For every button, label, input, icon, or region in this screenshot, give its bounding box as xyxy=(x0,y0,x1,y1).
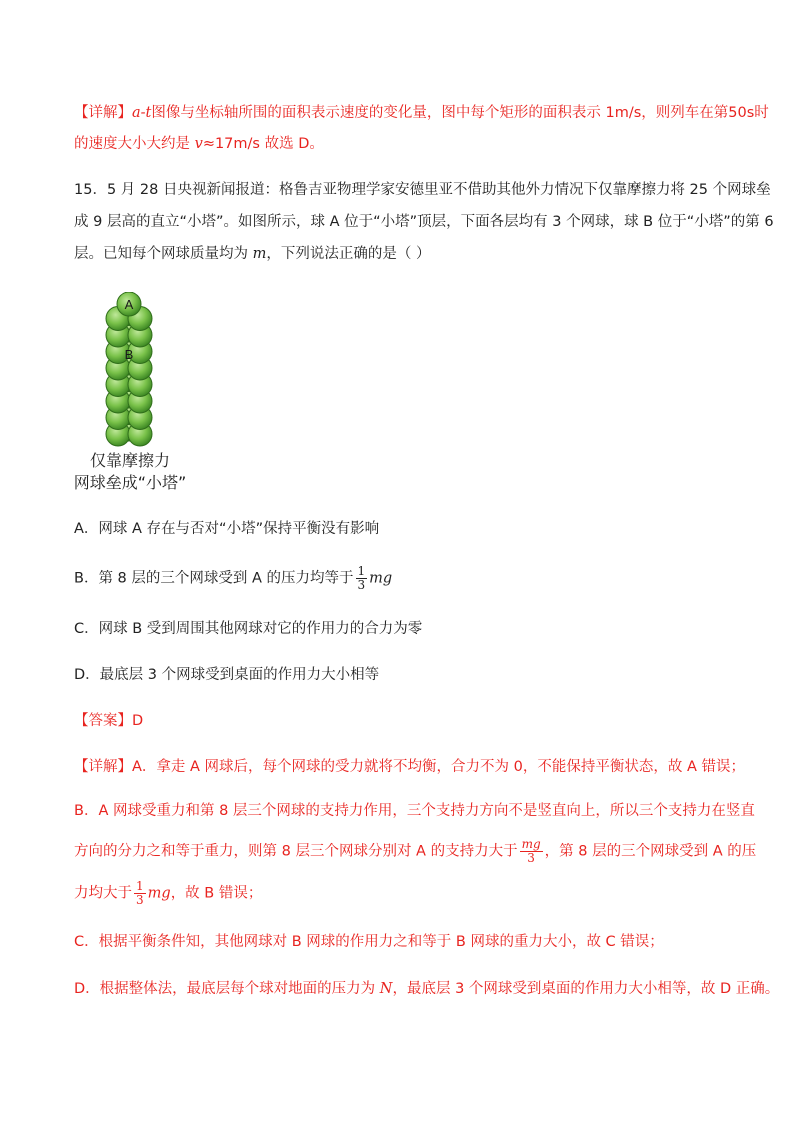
detail-b3-numerator: 1 xyxy=(136,879,144,893)
answer-tag: 【答案】 xyxy=(74,713,132,729)
ball-b-label: B xyxy=(124,347,134,362)
detail-b2-text-pre: 方向的分力之和等于重力，则第 8 层三个网球分别对 A 的支持力大于 xyxy=(74,843,518,860)
detail-line-a xyxy=(74,757,745,777)
option-b-numerator: 1 xyxy=(357,564,366,578)
detail-b3-denominator: 3 xyxy=(136,893,144,907)
prev-detail-text-1: 图像与坐标轴所围的面积表示速度的变化量，图中每个矩形的面积表示 1m/s，则列车在第50s时 xyxy=(151,105,769,121)
prev-detail-line-2 xyxy=(74,134,324,154)
option-b-text: B．第 8 层的三个网球受到 A 的压力均等于 xyxy=(74,570,354,587)
tower-balls xyxy=(106,292,152,446)
option-c: C．网球 B 受到周围其他网球对它的作用力的合力为零 xyxy=(74,621,423,637)
question-m: m xyxy=(252,246,267,262)
detail-b3-fraction xyxy=(134,880,146,907)
detail-d-n: N xyxy=(379,981,393,997)
detail-a-text: A．拿走 A 网球后，每个网球的受力就将不均衡，合力不为 0，不能保持平衡状态，故 A 错误； xyxy=(132,759,746,775)
detail-line-b2 xyxy=(74,838,756,865)
figure-caption-2: 网球垒成“小塔” xyxy=(73,473,187,492)
detail-line-d xyxy=(74,979,779,999)
prev-detail-text-2a: 的速度大小大约是 xyxy=(74,136,195,152)
detail-b2-numerator: mg xyxy=(521,837,541,851)
figure-caption-1: 仅靠摩擦力 xyxy=(89,451,170,470)
prev-detail-v: v xyxy=(194,136,203,152)
option-d: D．最底层 3 个网球受到桌面的作用力大小相等 xyxy=(74,667,380,683)
detail-tag: 【详解】 xyxy=(74,759,132,775)
option-b-denominator: 3 xyxy=(357,578,366,592)
answer-line xyxy=(74,711,143,731)
option-a: A．网球 A 存在与否对“小塔”保持平衡没有影响 xyxy=(74,521,380,537)
question-line-2: 成 9 层高的直立“小塔”。如图所示，球 A 位于“小塔”顶层，下面各层均有 3 个网球，球 B 位于“小塔”的第 6 xyxy=(74,214,774,230)
detail-d-text-pre: D．根据整体法，最底层每个球对地面的压力为 xyxy=(74,981,380,997)
detail-b2-text-post: ，第 8 层的三个网球受到 A 的压 xyxy=(544,843,757,860)
ball-a-label: A xyxy=(124,297,134,312)
option-b xyxy=(74,565,392,592)
detail-b2-denominator: 3 xyxy=(527,851,535,865)
tower-illustration xyxy=(60,292,220,452)
detail-b3-text-pre: 力均大于 xyxy=(74,885,132,902)
prev-detail-tag: 【详解】 xyxy=(74,105,132,121)
detail-line-c: C．根据平衡条件知，其他网球对 B 网球的作用力之和等于 B 网球的重力大小，故 C 错误； xyxy=(74,934,664,950)
tennis-ball-tower-figure xyxy=(60,292,220,502)
prev-detail-line-1 xyxy=(74,103,769,123)
detail-b3-text-post: ，故 B 错误； xyxy=(170,885,263,902)
question-line-1: 15．5 月 28 日央视新闻报道：格鲁吉亚物理学家安德里亚不借助其他外力情况下仅靠摩擦力将 25 个网球垒 xyxy=(74,182,771,198)
prev-detail-text-2b: ≈17m/s 故选 D。 xyxy=(202,136,324,152)
detail-line-b1: B．A 网球受重力和第 8 层三个网球的支持力作用，三个支持力方向不是竖直向上，所以三个支持力在竖直 xyxy=(74,803,755,819)
detail-b2-fraction xyxy=(520,838,543,865)
question-line-3 xyxy=(74,244,430,264)
prev-detail-at: a-t xyxy=(132,105,152,121)
detail-line-b3 xyxy=(74,880,262,907)
detail-b3-mg: mg xyxy=(147,885,171,902)
answer-value: D xyxy=(132,713,144,729)
detail-d-text-post: ，最底层 3 个网球受到桌面的作用力大小相等，故 D 正确。 xyxy=(392,981,780,997)
option-b-mg: mg xyxy=(369,570,393,587)
question-text-3b: ，下列说法正确的是（ ） xyxy=(266,246,431,262)
option-b-fraction xyxy=(356,565,368,592)
question-text-3a: 层。已知每个网球质量均为 xyxy=(74,246,253,262)
